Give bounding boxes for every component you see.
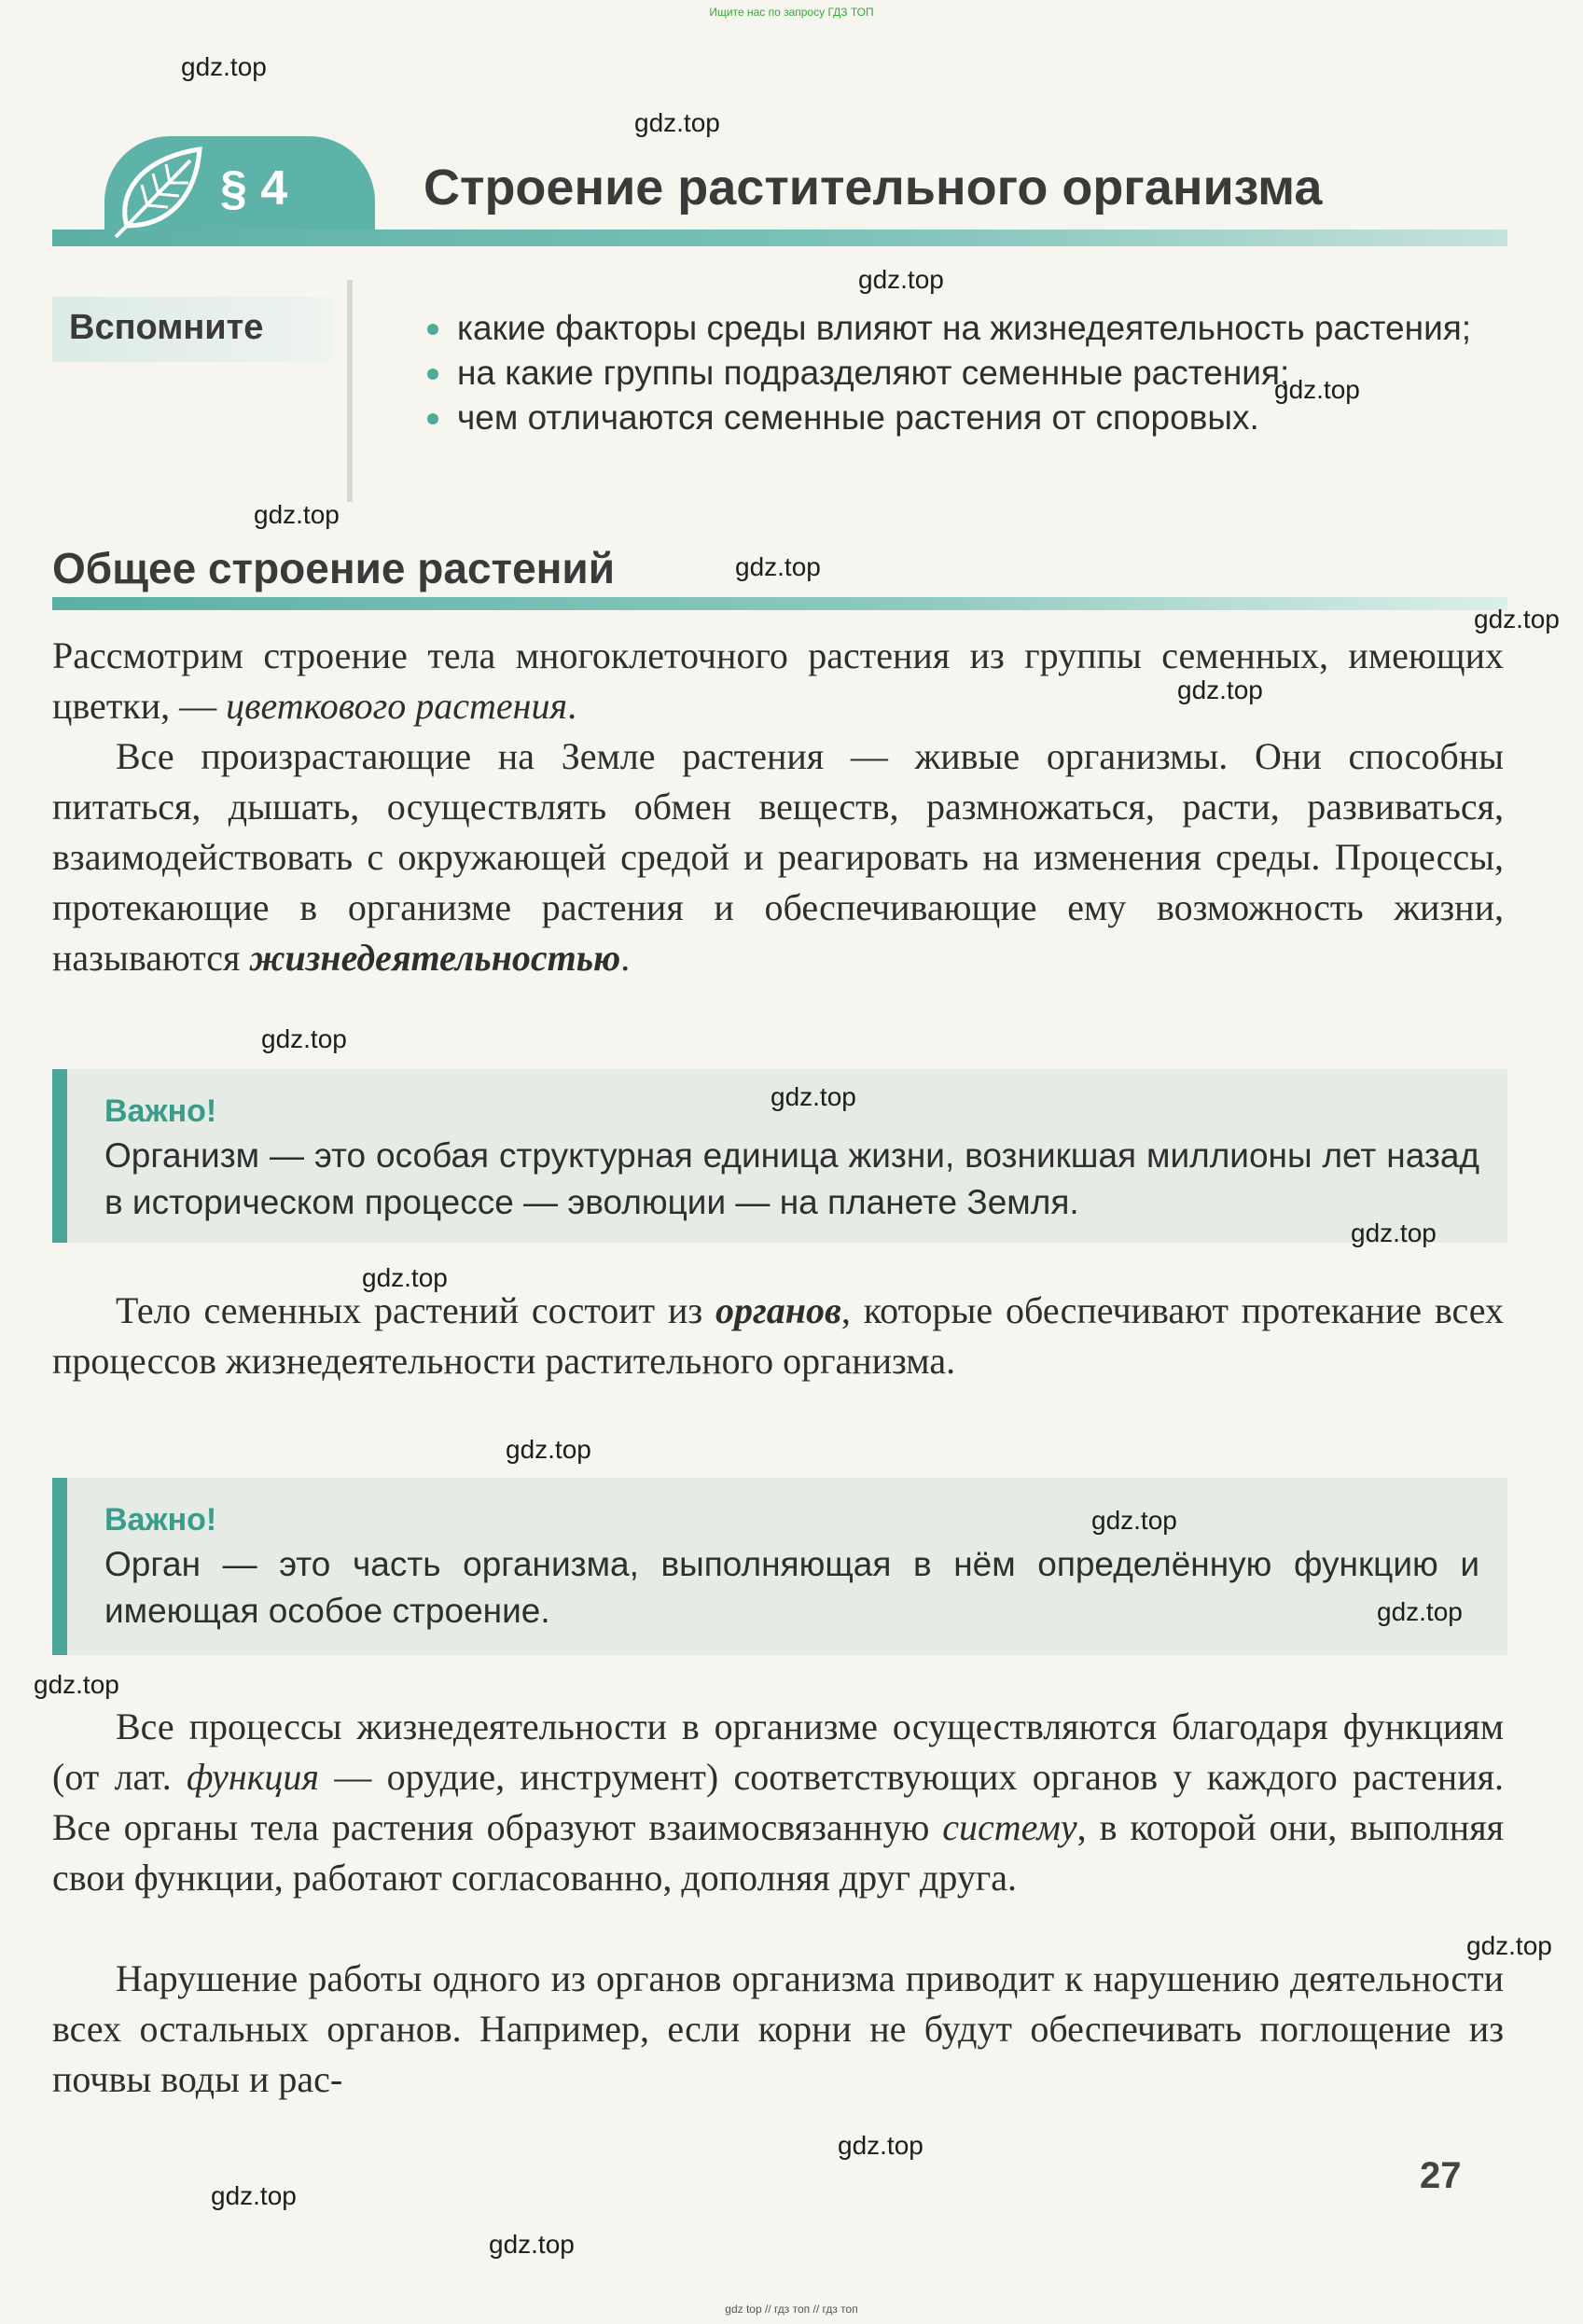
chapter-title: Строение растительного организма [424,160,1323,216]
recall-item-text: какие факторы среды влияют на жизнедеятельность растения; [457,309,1472,347]
paragraph-text: — орудие, инструмент) соответствующих органов у каждого растения. Все органы тела растения образуют взаимосвязанную [52,1756,1504,1848]
paragraph-2 [52,731,1504,983]
watermark: gdz.top [1177,675,1263,704]
watermark: gdz.top [1091,1506,1177,1535]
top-banner-link[interactable]: Ищите нас по запросу ГДЗ ТОП [709,6,874,19]
recall-list [422,306,1504,440]
recall-item [422,306,1504,351]
watermark: gdz.top [1274,375,1360,404]
paragraph-text: Тело семенных растений состоит из [116,1289,716,1331]
term-italic: цветкового растения [226,685,568,727]
recall-item-text: на какие группы подразделяют семенные растения; [457,354,1290,392]
bottom-banner: gdz top // гдз топ // гдз топ [725,2303,858,2316]
watermark: gdz.top [771,1082,856,1111]
paragraph-text: . [567,685,577,727]
watermark: gdz.top [838,2131,923,2160]
paragraph-3 [52,1286,1504,1386]
paragraph-text: Все произрастающие на Земле растения — живые организмы. Они способны питаться, дышать, осуществлять обмен веществ, размножаться, расти, развиваться, взаимодействовать с окружающей средой и реагировать на изменения среды. Процессы, протекающие в организме растения и обеспечивающие ему возможность жизни, называются [52,735,1504,979]
watermark: gdz.top [489,2230,575,2259]
term-bold: органов [715,1289,841,1331]
watermark: gdz.top [261,1024,347,1053]
term-bold: жизнедеятельностью [249,937,621,979]
watermark: gdz.top [181,52,267,81]
page-number: 27 [1420,2155,1462,2196]
watermark: gdz.top [362,1263,448,1292]
header-band [52,230,1507,246]
watermark: gdz.top [634,108,720,137]
important-text: Орган — это часть организма, выполняющая в нём определённую функцию и имеющая особое строение. [104,1545,1479,1630]
paragraph-text: Все процессы жизнедеятельности в организме осуществляются благодаря функциям (от лат. [52,1705,1504,1798]
watermark: gdz.top [1351,1218,1437,1247]
watermark: gdz.top [1377,1597,1463,1626]
leaf-icon [110,140,222,243]
paragraph-1 [52,631,1504,731]
watermark: gdz.top [1474,605,1560,633]
important-label: Важно! [104,1093,217,1129]
paragraph-4 [52,1702,1504,1903]
important-box-2 [52,1478,1507,1655]
subheading-band [52,597,1507,610]
recall-label: Вспомните [69,308,264,347]
paragraph-text: Рассмотрим строение тела многоклеточного растения из группы семенных, имеющих цветки, — [52,634,1504,727]
paragraph-text: , которые обеспечивают протекание всех процессов жизнедеятельности растительного организма. [52,1289,1504,1382]
watermark: gdz.top [34,1670,119,1699]
bullet-icon [427,413,438,424]
watermark: gdz.top [735,552,821,581]
bullet-icon [427,369,438,380]
watermark: gdz.top [211,2181,297,2210]
recall-divider [347,280,353,502]
paragraph-text: , в которой они, выполняя свои функции, работают согласованно, дополняя друг друга. [52,1806,1504,1899]
recall-item-text: чем отличаются семенные растения от споровых. [457,398,1259,437]
important-text: Организм — это особая структурная единица жизни, возникшая миллионы лет назад в историческом процессе — эволюции — на планете Земля. [104,1136,1479,1221]
watermark: gdz.top [506,1435,591,1464]
paragraph-text: . [620,937,631,979]
important-label: Важно! [104,1502,217,1538]
term-italic: систему [942,1806,1077,1848]
section-number: § 4 [220,161,288,216]
bullet-icon [427,324,438,335]
watermark: gdz.top [254,500,340,529]
watermark: gdz.top [858,265,944,294]
term-italic: функция [187,1756,320,1798]
watermark: gdz.top [1466,1931,1552,1960]
paragraph-5: Нарушение работы одного из органов организма приводит к нарушению деятельности всех остальных органов. Например, если корни не будут обеспечивать поглощение из почвы воды и рас- [52,1957,1504,2100]
subheading: Общее строение растений [52,544,615,592]
